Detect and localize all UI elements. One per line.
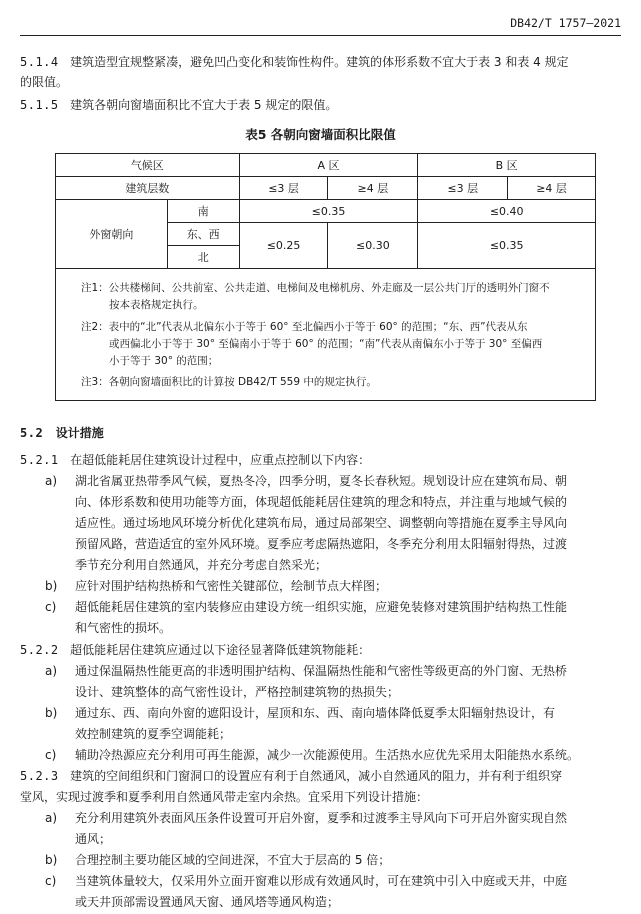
orientation-south: 南 (167, 200, 239, 223)
clause-text: 建筑造型宜规整紧凑，避免凹凸变化和装饰性构件。建筑的体形系数不宜大于表 3 和表 4 规定 (70, 55, 569, 69)
list-item-text: 效控制建筑的夏季空调能耗； (75, 727, 232, 741)
list-item-text: 湖北省属亚热带季风气候，夏热冬冷，四季分明，夏冬长春秋短。规划设计应在建筑布局、朝 (75, 474, 568, 488)
value-a-other-ge4: ≤0.30 (328, 223, 418, 269)
header-zone-b: B 区 (418, 154, 596, 177)
clause-5-1-5 (20, 95, 337, 115)
item-mark: c) (45, 600, 57, 614)
note-3: 注3：各朝向窗墙面积比的计算按 DB42/T 559 中的规定执行。 (81, 376, 377, 388)
value-a-south: ≤0.35 (239, 200, 418, 223)
list-item-text: 合理控制主要功能区域的空间进深，不宜大于层高的 5 倍； (75, 853, 391, 867)
list-item-text: 通风； (75, 832, 112, 846)
item-mark: c) (45, 874, 57, 888)
value-a-other-le3: ≤0.25 (239, 223, 328, 269)
clause-text-cont: 堂风，实现过渡季和夏季利用自然通风带走室内余热。宜采用下列设计措施： (20, 790, 429, 804)
list-item-text: 充分利用建筑外表面风压条件设置可开启外窗，夏季和过渡季主导风向下可开启外窗实现自然 (75, 811, 568, 825)
list-item-text: 季节充分利用自然通风，并充分考虑自然采光； (75, 558, 328, 572)
list-item-text: 当建筑体量较大，仅采用外立面开窗难以形成有效通风时，可在建筑中引入中庭或天井，中庭 (75, 874, 568, 888)
list-item-text: 适应性。通过场地风环境分析优化建筑布局，通过局部架空、调整朝向等措施在夏季主导风向 (75, 516, 568, 530)
clause-number: 5.1.4 (20, 55, 59, 69)
note-1: 注1：公共楼梯间、公共前室、公共走道、电梯间及电梯机房、外走廊及一层公共门厅的透明外门窗不 (81, 282, 550, 294)
header-a-ge4: ≥4 层 (328, 177, 418, 200)
clause-text: 建筑的空间组织和门窗洞口的设置应有利于自然通风，减小自然通风的阻力，并有利于组织穿 (70, 769, 563, 783)
orientation-east-west: 东、西 (167, 223, 239, 246)
clause-text: 建筑各朝向窗墙面积比不宜大于表 5 规定的限值。 (70, 98, 338, 112)
header-b-ge4: ≥4 层 (508, 177, 596, 200)
list-item-text: 通过东、西、南向外窗的遮阳设计，屋顶和东、西、南向墙体降低夏季太阳辐射热设计，有 (75, 706, 556, 720)
header-floors: 建筑层数 (56, 177, 240, 200)
list-item-text: 设计、建筑整体的高气密性设计，严格控制建筑物的热损失； (75, 685, 400, 699)
table-notes (55, 267, 596, 401)
clause-lead: 超低能耗居住建筑应通过以下途径显著降低建筑物能耗： (70, 643, 371, 657)
clause-number: 5.2.3 (20, 769, 59, 783)
header-a-le3: ≤3 层 (239, 177, 328, 200)
list-item-text: 超低能耗居住建筑的室内装修应由建设方统一组织实施，应避免装修对建筑围护结构热工性能 (75, 600, 568, 614)
header-zone-a: A 区 (239, 154, 418, 177)
value-b-other: ≤0.35 (418, 223, 596, 269)
item-mark: a) (45, 664, 58, 678)
section-title: 设计措施 (55, 426, 104, 440)
standard-code: DB42/T 1757—2021 (510, 16, 621, 30)
header-b-le3: ≤3 层 (418, 177, 508, 200)
clause-lead: 在超低能耗居住建筑设计过程中，应重点控制以下内容： (70, 453, 371, 467)
clause-number: 5.2.1 (20, 453, 59, 467)
note-2-cont: 或西偏北小于等于 30° 至偏南小于等于 60° 的范围；“南”代表从南偏东小于等于 30° 至偏西 (109, 338, 543, 350)
clause-5-2-3 (20, 766, 562, 786)
list-item-text: 辅助冷热源应充分利用可再生能源，减少一次能源使用。生活热水应优先采用太阳能热水系统。 (75, 748, 580, 762)
item-mark: a) (45, 811, 58, 825)
list-item-text: 应针对围护结构热桥和气密性关键部位，绘制节点大样图； (75, 579, 388, 593)
item-mark: b) (45, 706, 58, 720)
item-mark: b) (45, 853, 58, 867)
header-climate: 气候区 (56, 154, 240, 177)
clause-number: 5.1.5 (20, 98, 59, 112)
item-mark: a) (45, 474, 58, 488)
clause-5-2-1 (20, 450, 370, 470)
clause-5-2-2 (20, 640, 370, 660)
header-rule (20, 35, 621, 36)
clause-text-cont: 的限值。 (20, 75, 69, 89)
orientation-north: 北 (167, 246, 239, 269)
list-item-text: 向、体形系数和使用功能等方面，体现超低能耗居住建筑的理念和特点，并注重与地域气候的 (75, 495, 568, 509)
row-header-orientation: 外窗朝向 (56, 200, 168, 269)
list-item-text: 或天井顶部需设置通风天窗、通风塔等通风构造； (75, 895, 340, 909)
list-item-text: 和气密性的损坏。 (75, 621, 172, 635)
clause-5-1-4 (20, 52, 569, 72)
table-caption: 表5 各朝向窗墙面积比限值 (245, 127, 396, 142)
section-number: 5.2 (20, 426, 44, 440)
clause-number: 5.2.2 (20, 643, 59, 657)
note-2: 注2：表中的“北”代表从北偏东小于等于 60° 至北偏西小于等于 60° 的范围；“东、西”代表从东 (81, 321, 528, 333)
list-item-text: 通过保温隔热性能更高的非透明围护结构、保温隔热性能和气密性等级更高的外门窗、无热桥 (75, 664, 568, 678)
item-mark: b) (45, 579, 58, 593)
note-2-cont: 小于等于 30° 的范围； (109, 355, 219, 367)
section-5-2 (20, 423, 104, 443)
item-mark: c) (45, 748, 57, 762)
note-1-cont: 按本表格规定执行。 (109, 299, 204, 311)
value-b-south: ≤0.40 (418, 200, 596, 223)
list-item-text: 预留风路，营造适宜的室外风环境。夏季应考虑隔热遮阳，冬季充分利用太阳辐射得热，过渡 (75, 537, 568, 551)
window-wall-ratio-table (55, 153, 596, 269)
